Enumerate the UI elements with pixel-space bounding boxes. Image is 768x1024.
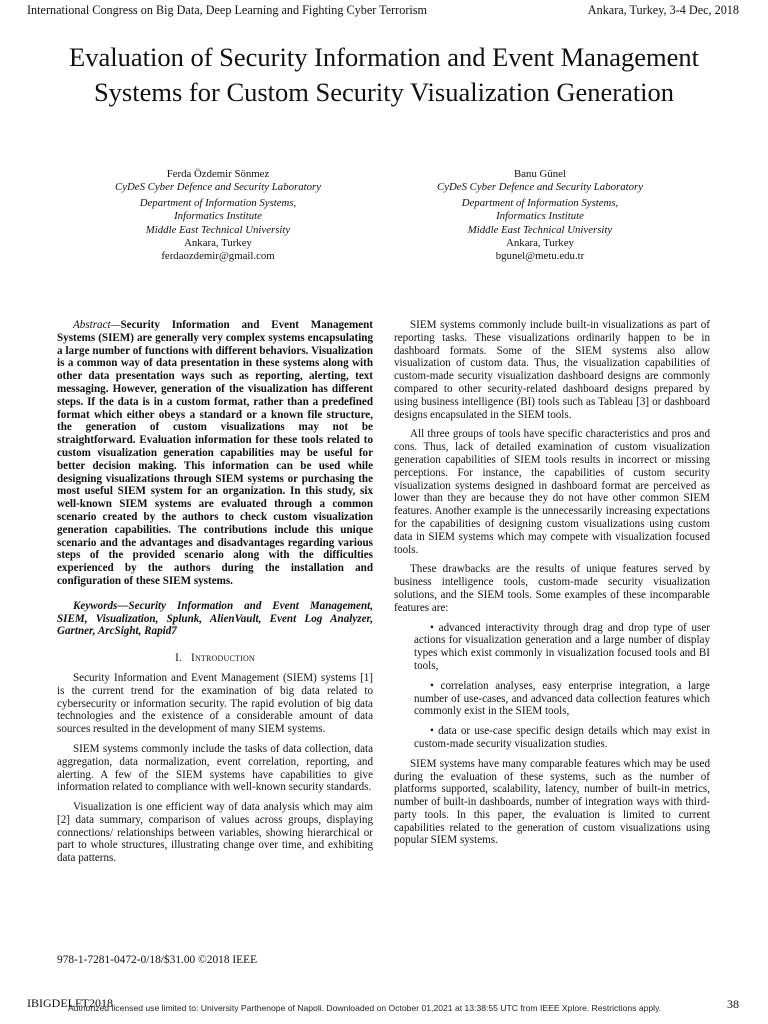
- author-block-1: [68, 168, 368, 264]
- author-city: Ankara, Turkey: [506, 237, 574, 250]
- author-university: Middle East Technical University: [145, 223, 291, 236]
- keywords: Keywords—Security Information and Event Management, SIEM, Visualization, Splunk, AlienVault, Event Log Analyzer, Gartner, ArcSight, Rapid7: [57, 599, 373, 638]
- author-institute: Informatics Institute: [174, 210, 262, 223]
- author-name: Banu Günel: [514, 168, 566, 180]
- paper-title: Evaluation of Security Information and Event Management Systems for Custom Security Visualization Generation: [69, 42, 699, 107]
- right-column: [394, 319, 710, 854]
- author-dept: Department of Information Systems,: [461, 196, 619, 209]
- paragraph: SIEM systems commonly include built-in visualizations as part of reporting tasks. These visualizations ordinarily happen to be in dashboard formats. Some of the SIEM systems also allow visualization of custom data. Thus, the visualization capabilities of custom-made security visualization dashboard designs are commonly compared to other security-related dashboard designs prepared by using business intelligence (BI) tools such as Tableau [3] or dashboard designs encapsulated in the SIEM tools.: [394, 319, 710, 421]
- license-notice: Authorized licensed use limited to: University Parthenope of Napoli. Downloaded on October 01,2021 at 13:38:55 UTC from IEEE Xplore. Restrictions apply.: [68, 1003, 662, 1013]
- isbn-copyright: 978-1-7281-0472-0/18/$31.00 ©2018 IEEE: [57, 954, 258, 966]
- paragraph: Visualization is one efficient way of data analysis which may aim [2] data summary, comparison of values across groups, displaying connections/ relationships between variables, showing hierarchical or part to whole structures, illustrating change over time, and exhibiting data patterns.: [57, 801, 373, 865]
- section-title: Introduction: [191, 652, 255, 665]
- author-email: bgunel@metu.edu.tr: [495, 250, 585, 263]
- running-header-conference: International Congress on Big Data, Deep Learning and Fighting Cyber Terrorism: [27, 3, 428, 17]
- abstract-dash: —: [110, 319, 121, 331]
- author-block-2: [390, 168, 690, 264]
- author-university: Middle East Technical University: [467, 223, 613, 236]
- author-lab: CyDeS Cyber Defence and Security Laboratory: [437, 181, 643, 194]
- author-dept: Department of Information Systems,: [139, 196, 297, 209]
- conference-code: IBIGDELFT2018: [27, 996, 113, 1010]
- paragraph: These drawbacks are the results of unique features served by business intelligence tools, custom-made security visualization solutions, and the SIEM tools. Some examples of these incomparable features are:: [394, 563, 710, 614]
- bullet-item: • data or use-case specific design details which may exist in custom-made security visualization studies.: [414, 725, 710, 750]
- paragraph: SIEM systems have many comparable features which may be used during the evaluation of these systems, such as the number of platforms supported, scalability, latency, number of built-in metrics, number of built-in dashboards, number of integration ways with third-party tools. In this paper, the evaluation is limited to current capabilities related to the generation of custom visualizations using popular SIEM systems.: [394, 757, 710, 847]
- author-institute: Informatics Institute: [496, 210, 584, 223]
- running-header-location-date: Ankara, Turkey, 3-4 Dec, 2018: [587, 3, 739, 17]
- author-email: ferdaozdemir@gmail.com: [161, 250, 275, 263]
- page-number: 38: [727, 997, 739, 1011]
- section-heading: [57, 652, 373, 665]
- abstract-label: Abstract: [73, 319, 111, 331]
- bullet-item: • advanced interactivity through drag and drop type of user actions for visualization generation and a large number of display types which exist commonly in visualization focused tools and BI tools,: [414, 621, 710, 672]
- paragraph: SIEM systems commonly include the tasks of data collection, data aggregation, data normalization, event correlation, reporting, and alerting. A few of the SIEM systems have capabilities to give information related to compliance with well-known security standards.: [57, 742, 373, 794]
- bullet-item: • correlation analyses, easy enterprise integration, a large number of use-cases, and advanced data collection features which commonly exist in the SIEM tools,: [414, 679, 710, 718]
- paragraph: All three groups of tools have specific characteristics and pros and cons. Thus, lack of detailed examination of custom visualization generation capabilities of SIEM tools results in incorrect or missing perceptions. For instance, the capabilities of custom security visualization systems designed in dashboard format are perceived as lower than they are because they do not have other common SIEM features. Another example is the unnecessarily increasing expectations for the capabilities of designing custom visualizations using custom data in SIEM systems which may compete with visualization focused tools.: [394, 428, 710, 556]
- section-number: I.: [175, 652, 183, 665]
- abstract-text: Security Information and Event Management Systems (SIEM) are generally very complex systems encapsulating a large number of functions with different behaviors. Visualization is a common way of data presentation in these systems along with other data presentation ways such as reporting, alerting, text messaging. However, generation of the visualization has different steps. If the data is in a custom format, rather than a predefined format which either obeys a standard or a known file structure, the generation of custom visualizations may not be straightforward. Evaluation information for these tools related to custom visualization generation capabilities may be useful for better decision making. This information can be used while designing visualizations through SIEM systems or purchasing the most useful SIEM system for an organization. In this study, six well-known SIEM systems are evaluated through a common scenario created by the authors to check custom visualization generation capabilities. The contributions include this unique scenario and the advantages and disadvantages regarding various steps of the provided scenario along with the difficulties experienced by the authors during the installation and configuration of these SIEM systems.: [57, 319, 373, 587]
- abstract: [57, 319, 373, 588]
- left-column: [57, 319, 373, 872]
- paragraph: Security Information and Event Management (SIEM) systems [1] is the current trend for the examination of big data related to cybersecurity or information security. The rapid evolution of big data technologies and the existence of a considerable amount of data sources resulted in the development of many SIEM systems.: [57, 671, 373, 736]
- author-city: Ankara, Turkey: [184, 237, 252, 250]
- author-name: Ferda Özdemir Sönmez: [166, 168, 270, 180]
- author-lab: CyDeS Cyber Defence and Security Laboratory: [115, 181, 321, 194]
